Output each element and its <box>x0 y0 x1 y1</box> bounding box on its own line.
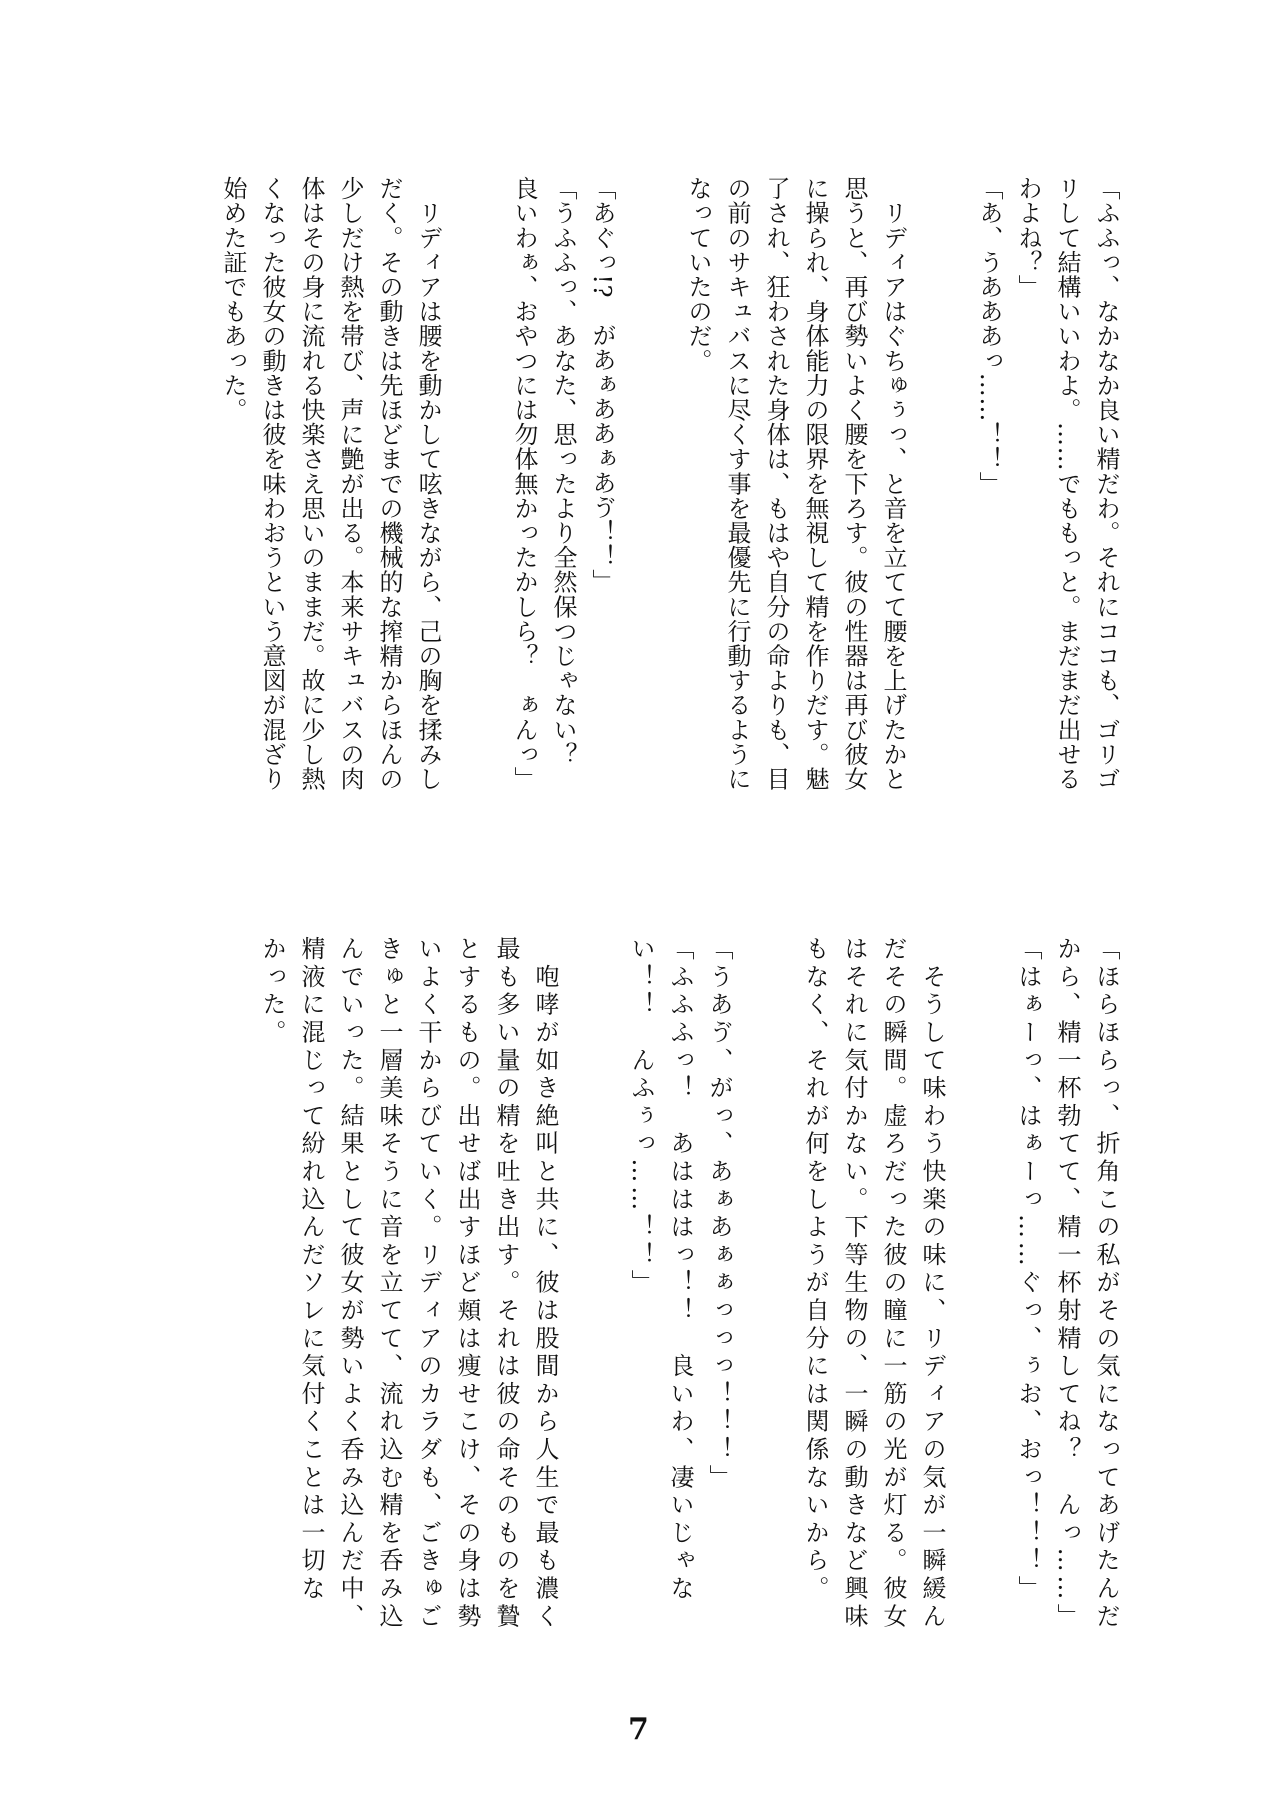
paragraph-gap <box>621 176 678 816</box>
text-column: 「あ、うあああっ……！！」 <box>975 176 1003 496</box>
text-column: 「ふふふっ！ あはははっ！！ 良いわ、凄いじゃな <box>666 936 694 1604</box>
text-column: 「うふふっ、あなた、思ったより全然保つじゃない？ <box>549 176 577 767</box>
paragraph-gap <box>738 936 795 1656</box>
text-column: 「はぁーっ、はぁーっ……ぐっ、ぅお、おっ！！！」 <box>1014 936 1042 1604</box>
text-column: 了され、狂わされた身体は、もはや自分の命よりも、目 <box>762 176 790 791</box>
text-column: 体はその身に流れる快楽さえ思いのままだ。故に少し熱 <box>297 176 325 791</box>
text-column: 「うあゔ、がっ、あぁあぁぁっっっ！！！」 <box>705 936 733 1492</box>
text-column: だく。その動きは先ほどまでの機械的な搾精からほんの <box>375 176 403 791</box>
text-column: 「ふふっ、なかなか良い精だわ。それにココも、ゴリゴ <box>1092 176 1120 791</box>
text-column: そうして味わう快楽の味に、リディアの気が一瞬緩ん <box>918 936 946 1631</box>
text-block-bottom <box>252 936 1125 1656</box>
text-column: 少しだけ熱を帯び、声に艶が出る。本来サキュバスの肉 <box>336 176 364 791</box>
text-column: 咆哮が如き絶叫と共に、彼は股間から人生で最も濃く <box>531 936 559 1631</box>
text-column: い！！ んふぅっ……！！」 <box>627 936 655 1298</box>
text-column: くなった彼女の動きは彼を味わおうという意図が混ざり <box>258 176 286 791</box>
text-column: なっていたのだ。 <box>684 176 712 373</box>
paragraph-gap <box>447 176 504 816</box>
text-column: とするもの。出せば出すほど頬は痩せこけ、その身は勢 <box>453 936 481 1631</box>
text-column: いよく干からびていく。リディアのカラダも、ごきゅご <box>414 936 442 1631</box>
text-column: わよね？」 <box>1014 176 1042 299</box>
text-column: 「あぐっ!? があぁああぁあゔ！！」 <box>588 176 616 594</box>
text-column: はそれに気付かない。下等生物の、一瞬の動きなど興味 <box>840 936 868 1631</box>
text-column: の前のサキュバスに尽くす事を最優先に行動するように <box>723 176 751 791</box>
paragraph-gap <box>912 176 969 816</box>
paragraph-gap <box>951 936 1008 1656</box>
text-column: んでいった。結果として彼女が勢いよく呑み込んだ中、 <box>336 936 364 1631</box>
text-column: リディアは腰を動かして呟きながら、己の胸を揉みし <box>414 176 442 791</box>
text-column: 始めた証でもあった。 <box>219 176 247 422</box>
text-column: 思うと、再び勢いよく腰を下ろす。彼の性器は再び彼女 <box>840 176 868 791</box>
text-column: リディアはぐちゅぅっ、と音を立てて腰を上げたかと <box>879 176 907 791</box>
text-column: から、精一杯勃てて、精一杯射精してね？ んっ……」 <box>1053 936 1081 1631</box>
paragraph-gap <box>564 936 621 1656</box>
text-column: だその瞬間。虚ろだった彼の瞳に一筋の光が灯る。彼女 <box>879 936 907 1631</box>
text-column: リして結構いいわよ。……でももっと。まだまだ出せる <box>1053 176 1081 791</box>
text-column: もなく、それが何をしようが自分には関係ないから。 <box>801 936 829 1604</box>
text-column: きゅと一層美味そうに音を立てて、流れ込む精を呑み込 <box>375 936 403 1631</box>
text-block-top <box>213 176 1125 816</box>
text-column: かった。 <box>258 936 286 1048</box>
text-column: 精液に混じって紛れ込んだソレに気付くことは一切な <box>297 936 325 1604</box>
text-column: に操られ、身体能力の限界を無視して精を作りだす。魅 <box>801 176 829 791</box>
text-column: 最も多い量の精を吐き出す。それは彼の命そのものを贄 <box>492 936 520 1631</box>
text-column: 良いわぁ、おやつには勿体無かったかしら？ ぁんっ」 <box>510 176 538 791</box>
page-number: 7 <box>628 1712 649 1747</box>
text-column: 「ほらほらっ、折角この私がその気になってあげたんだ <box>1092 936 1120 1631</box>
